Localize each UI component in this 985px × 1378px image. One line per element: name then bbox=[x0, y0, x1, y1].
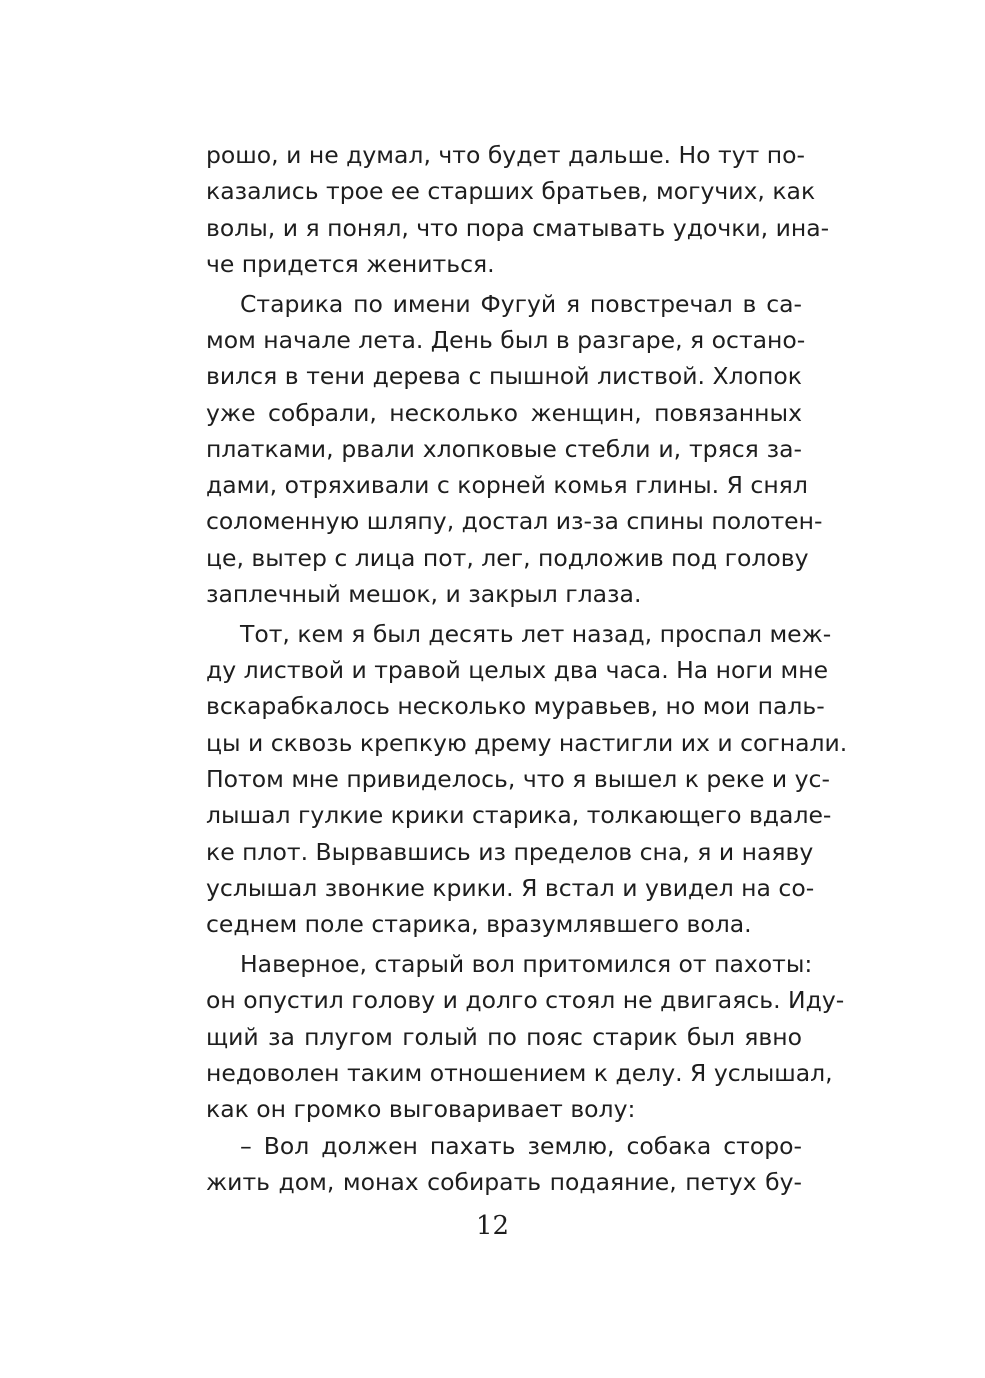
text-line: Наверное, старый вол притомился от пахоты: bbox=[240, 950, 813, 979]
text-line: уже собрали, несколько женщин, повязанных bbox=[206, 398, 802, 427]
text-line: платками, рвали хлопковые стебли и, тряся за- bbox=[206, 434, 802, 463]
text-line: – Вол должен пахать землю, собака сторо- bbox=[240, 1131, 802, 1160]
text-line: жить дом, монах собирать подаяние, петух бу- bbox=[206, 1167, 802, 1196]
text-line: вскарабкалось несколько муравьев, но мои паль- bbox=[206, 692, 825, 721]
text-line: Тот, кем я был десять лет назад, проспал меж- bbox=[240, 619, 832, 648]
text-line: мом начале лета. День был в разгаре, я остано- bbox=[206, 325, 806, 354]
text-line: заплечный мешок, и закрыл глаза. bbox=[206, 580, 642, 609]
text-line: недоволен таким отношением к делу. Я услышал, bbox=[206, 1058, 833, 1087]
text-line: Старика по имени Фугуй я повстречал в са- bbox=[240, 289, 802, 318]
page-number: 12 bbox=[475, 1211, 510, 1241]
text-line: цы и сквозь крепкую дрему настигли их и согнали. bbox=[206, 728, 848, 757]
body-text bbox=[206, 137, 848, 1200]
text-line: щий за плугом голый по пояс старик был явно bbox=[206, 1022, 802, 1051]
text-line: как он громко выговаривает волу: bbox=[206, 1095, 636, 1124]
text-line: ке плот. Вырвавшись из пределов сна, я и наяву bbox=[206, 837, 814, 866]
text-line: волы, и я понял, что пора сматывать удочки, ина- bbox=[206, 213, 830, 242]
text-line: услышал звонкие крики. Я встал и увидел на со- bbox=[206, 873, 815, 902]
text-line: рошо, и не думал, что будет дальше. Но тут по- bbox=[206, 141, 805, 169]
text-line: це, вытер с лица пот, лег, подложив под голову bbox=[206, 543, 809, 572]
text-line: седнем поле старика, вразумлявшего вола. bbox=[206, 910, 752, 939]
text-line: вился в тени дерева с пышной листвой. Хлопок bbox=[206, 362, 802, 391]
text-line: че придется жениться. bbox=[206, 249, 495, 278]
text-line: он опустил голову и долго стоял не двигаясь. Иду- bbox=[206, 986, 845, 1015]
text-line: Потом мне привиделось, что я вышел к реке и ус- bbox=[206, 765, 830, 794]
text-line: казались трое ее старших братьев, могучих, как bbox=[206, 177, 816, 206]
text-line: соломенную шляпу, достал из-за спины полотен- bbox=[206, 507, 823, 536]
text-line: лышал гулкие крики старика, толкающего вдале- bbox=[206, 801, 832, 830]
text-line: дами, отряхивали с корней комья глины. Я снял bbox=[206, 471, 808, 500]
text-line: ду листвой и травой целых два часа. На ноги мне bbox=[206, 656, 829, 685]
